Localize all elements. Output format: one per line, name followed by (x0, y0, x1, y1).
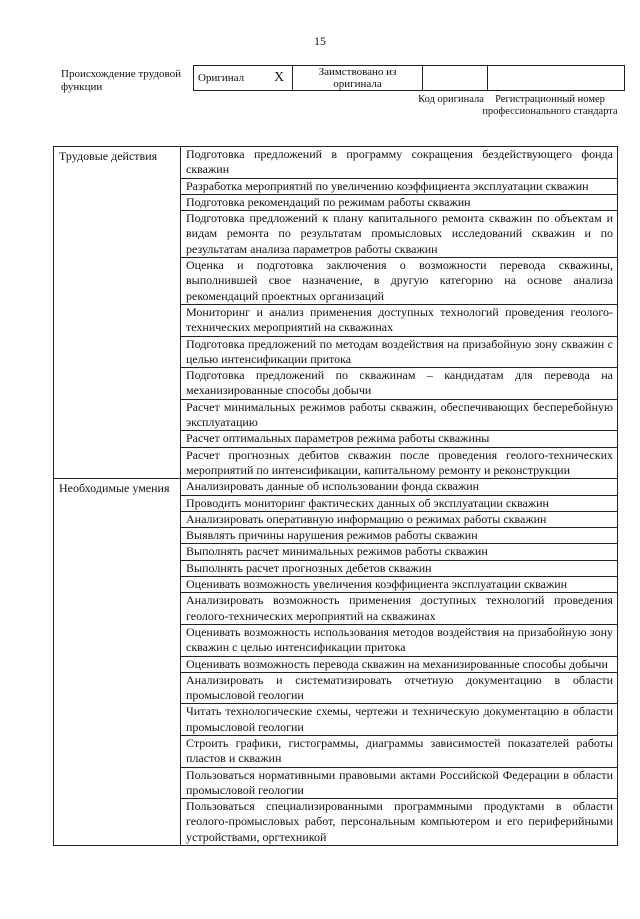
section-item: Разработка мероприятий по увеличению коэффициента эксплуатации скважин (181, 178, 618, 194)
section-item: Проводить мониторинг фактических данных об эксплуатации скважин (181, 495, 618, 511)
table-row (54, 147, 618, 179)
section-item: Оценивать возможность использования методов воздействия на призабойную зону скважин с целью интенсификации притока (181, 624, 618, 656)
section-item: Выполнять расчет прогнозных дебетов скважин (181, 560, 618, 576)
origin-table (193, 65, 625, 91)
borrowed-cell: Заимствовано из оригинала (293, 66, 423, 91)
section-item: Подготовка предложений по скважинам – кандидатам для перевода на механизированные способы добычи (181, 368, 618, 400)
section-item: Пользоваться специализированными программными продуктами в области геолого-промысловых работ, персональным компьютером и его периферийными устройствами, оргтехникой (181, 799, 618, 846)
section-item: Оценивать возможность увеличения коэффициента эксплуатации скважин (181, 577, 618, 593)
section-item: Анализировать и систематизировать отчетную документацию в области промысловой геологии (181, 672, 618, 704)
origin-label: Происхождение трудовой функции (61, 68, 182, 93)
page-number: 15 (314, 34, 326, 48)
section-item: Оценивать возможность перевода скважин на механизированные способы добычи (181, 656, 618, 672)
section-item: Выполнять расчет минимальных режимов работы скважин (181, 544, 618, 560)
section-item: Расчет минимальных режимов работы скважин, обеспечивающих бесперебойную эксплуатацию (181, 399, 618, 431)
section-title: Необходимые умения (54, 479, 181, 846)
section-item: Подготовка предложений в программу сокращения бездействующего фонда скважин (181, 147, 618, 179)
section-item: Анализировать данные об использовании фонда скважин (181, 479, 618, 495)
section-item: Читать технологические схемы, чертежи и техническую документацию в области промысловой геологии (181, 704, 618, 736)
section-item: Анализировать оперативную информацию о режимах работы скважин (181, 511, 618, 527)
section-item: Расчет оптимальных параметров режима работы скважины (181, 431, 618, 447)
reg-number-caption: Регистрационный номер профессионального стандарта (482, 94, 618, 117)
section-item: Подготовка рекомендаций по режимам работы скважин (181, 194, 618, 210)
section-item: Оценка и подготовка заключения о возможности перевода скважины, выполнившей свое назначение, в другую категорию на основе анализа рекомендаций проектных организаций (181, 258, 618, 305)
original-cell: Оригинал (194, 66, 267, 91)
section-item: Строить графики, гистограммы, диаграммы зависимостей показателей работы пластов и скважин (181, 735, 618, 767)
section-title: Трудовые действия (54, 147, 181, 479)
table-row (54, 479, 618, 495)
code-cell (423, 66, 488, 91)
section-item: Подготовка предложений к плану капитального ремонта скважин по объектам и видам ремонта по результатам промысловых исследований скважин и по результатам анализа параметров работы скважин (181, 211, 618, 258)
section-item: Мониторинг и анализ применения доступных технологий проведения геолого-технических мероприятий на скважинах (181, 304, 618, 336)
section-item: Расчет прогнозных дебитов скважин после проведения геолого-технических мероприятий по интенсификации, капитальному ремонту и реконструкции (181, 447, 618, 479)
section-item: Пользоваться нормативными правовыми актами Российской Федерации в области промысловой геологии (181, 767, 618, 799)
reg-number-cell (488, 66, 625, 91)
section-item: Анализировать возможность применения доступных технологий проведения геолого-технических мероприятий на скважинах (181, 593, 618, 625)
original-mark: X (266, 66, 293, 91)
section-item: Выявлять причины нарушения режимов работы скважин (181, 528, 618, 544)
function-table (53, 146, 618, 846)
section-item: Подготовка предложений по методам воздействия на призабойную зону скважин с целью интенсификации притока (181, 336, 618, 368)
code-caption: Код оригинала (418, 94, 484, 105)
